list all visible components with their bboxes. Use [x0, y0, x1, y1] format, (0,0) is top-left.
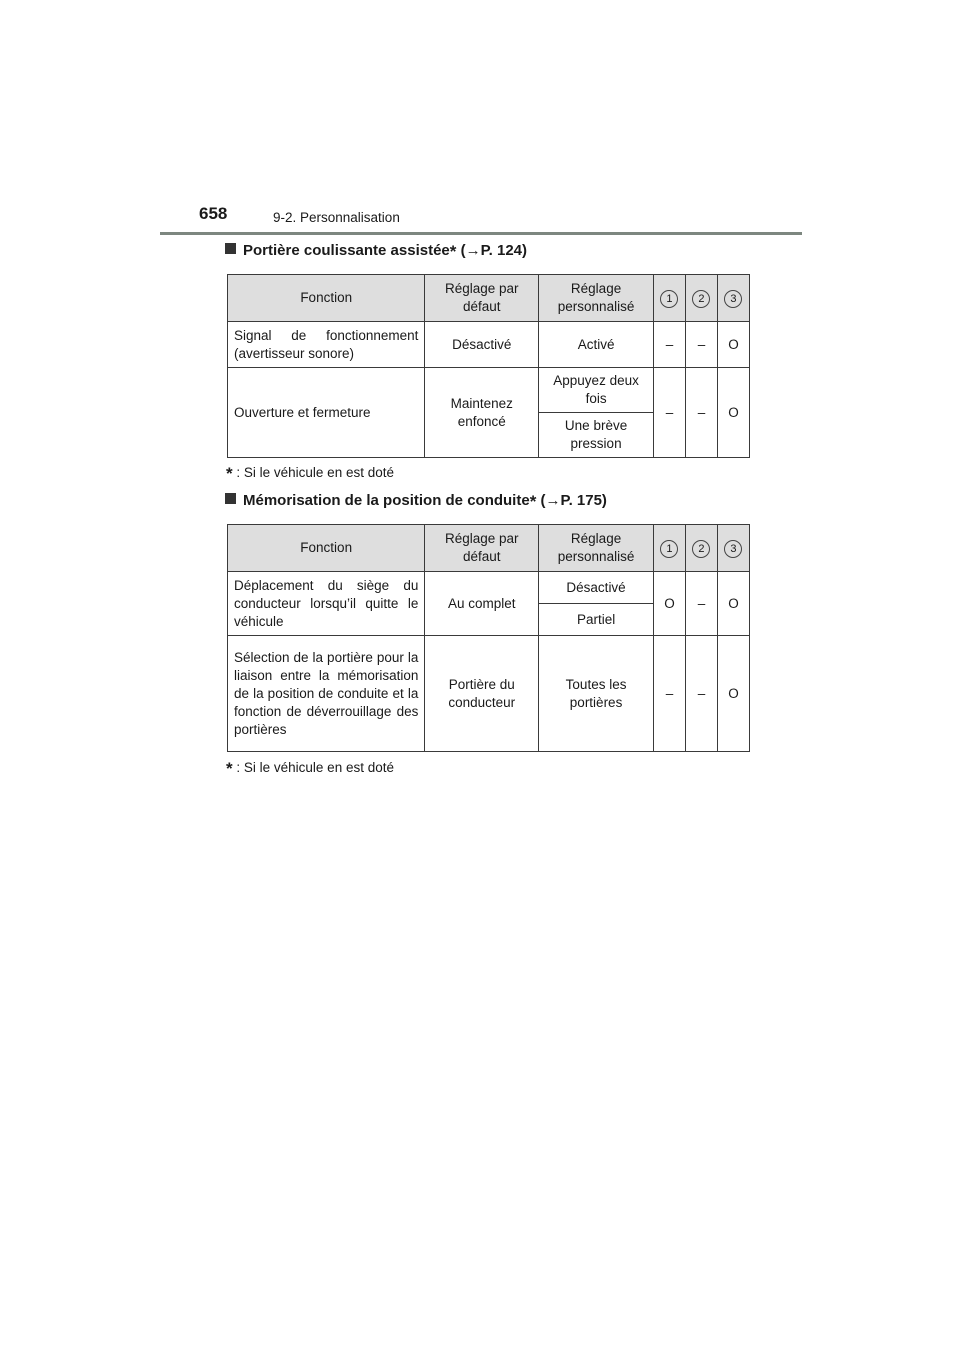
- col-defaut: Réglage par défaut: [425, 275, 539, 322]
- col-2: [685, 525, 717, 572]
- cell-1: O: [653, 572, 685, 636]
- table-row: [228, 572, 750, 604]
- cell-2: –: [685, 322, 717, 368]
- section-title: 9-2. Personnalisation: [273, 210, 400, 225]
- header-rule: [160, 232, 802, 235]
- square-bullet-icon: [225, 243, 236, 254]
- cell-3: O: [717, 572, 749, 636]
- cell-3: O: [717, 368, 749, 458]
- cell-1: –: [653, 368, 685, 458]
- cell-perso: Appuyez deux fois: [539, 368, 654, 413]
- circled-2-icon: 2: [692, 540, 710, 558]
- cell-defaut: Au complet: [425, 572, 539, 636]
- cell-fonction: Ouverture et fermeture: [228, 368, 425, 458]
- col-3: [717, 525, 749, 572]
- footnote-text: : Si le véhicule en est doté: [236, 465, 394, 480]
- circled-3-icon: 3: [724, 540, 742, 558]
- col-1: [653, 275, 685, 322]
- cell-defaut: Désactivé: [425, 322, 539, 368]
- cell-fonction: Sélection de la portière pour la liaison entre la mémorisation de la position de conduite et la fonction de déverrouillage des portières: [228, 636, 425, 752]
- section1-footnote: [226, 464, 394, 483]
- section1-heading: [225, 242, 527, 259]
- asterisk-icon: *: [226, 464, 233, 483]
- section2-heading: [225, 492, 607, 509]
- section1-title: Portière coulissante assistée: [243, 242, 450, 259]
- footnote-text: : Si le véhicule en est doté: [236, 760, 394, 775]
- cell-1: –: [653, 322, 685, 368]
- col-2: [685, 275, 717, 322]
- col-fonction: Fonction: [228, 525, 425, 572]
- page-header: [0, 0, 960, 240]
- circled-3-icon: 3: [724, 290, 742, 308]
- table-row: [228, 368, 750, 413]
- section2-footnote: [226, 759, 394, 778]
- cell-defaut: Portière du conducteur: [425, 636, 539, 752]
- table-row: [228, 322, 750, 368]
- circled-2-icon: 2: [692, 290, 710, 308]
- circled-1-icon: 1: [660, 540, 678, 558]
- cell-3: O: [717, 322, 749, 368]
- cell-2: –: [685, 572, 717, 636]
- col-defaut: Réglage par défaut: [425, 525, 539, 572]
- section1-table: [227, 274, 750, 458]
- col-fonction: Fonction: [228, 275, 425, 322]
- cell-perso: Toutes les portières: [539, 636, 654, 752]
- cell-perso: Une brève pression: [539, 413, 654, 458]
- cell-perso: Désactivé: [539, 572, 654, 604]
- asterisk-icon: *: [449, 242, 457, 261]
- section1-ref: (→P. 124): [460, 242, 528, 259]
- asterisk-icon: *: [529, 492, 537, 511]
- asterisk-icon: *: [226, 759, 233, 778]
- cell-perso: Partiel: [539, 604, 654, 636]
- table-header-row: [228, 525, 750, 572]
- col-perso: Réglage personnalisé: [539, 275, 654, 322]
- section2-title: Mémorisation de la position de conduite: [243, 492, 530, 509]
- cell-defaut: Maintenez enfoncé: [425, 368, 539, 458]
- section2-ref: (→P. 175): [540, 492, 607, 509]
- circled-1-icon: 1: [660, 290, 678, 308]
- table-row: [228, 636, 750, 752]
- col-3: [717, 275, 749, 322]
- cell-3: O: [717, 636, 749, 752]
- cell-2: –: [685, 368, 717, 458]
- col-1: [653, 525, 685, 572]
- table-header-row: [228, 275, 750, 322]
- cell-perso: Activé: [539, 322, 654, 368]
- col-perso: Réglage personnalisé: [539, 525, 654, 572]
- cell-2: –: [685, 636, 717, 752]
- section2-table: [227, 524, 750, 752]
- square-bullet-icon: [225, 493, 236, 504]
- cell-1: –: [653, 636, 685, 752]
- cell-fonction: Déplacement du siège du conducteur lorsqu’il quitte le véhicule: [228, 572, 425, 636]
- page-number: 658: [199, 204, 228, 223]
- cell-fonction: Signal de fonctionnement (avertisseur sonore): [228, 322, 425, 368]
